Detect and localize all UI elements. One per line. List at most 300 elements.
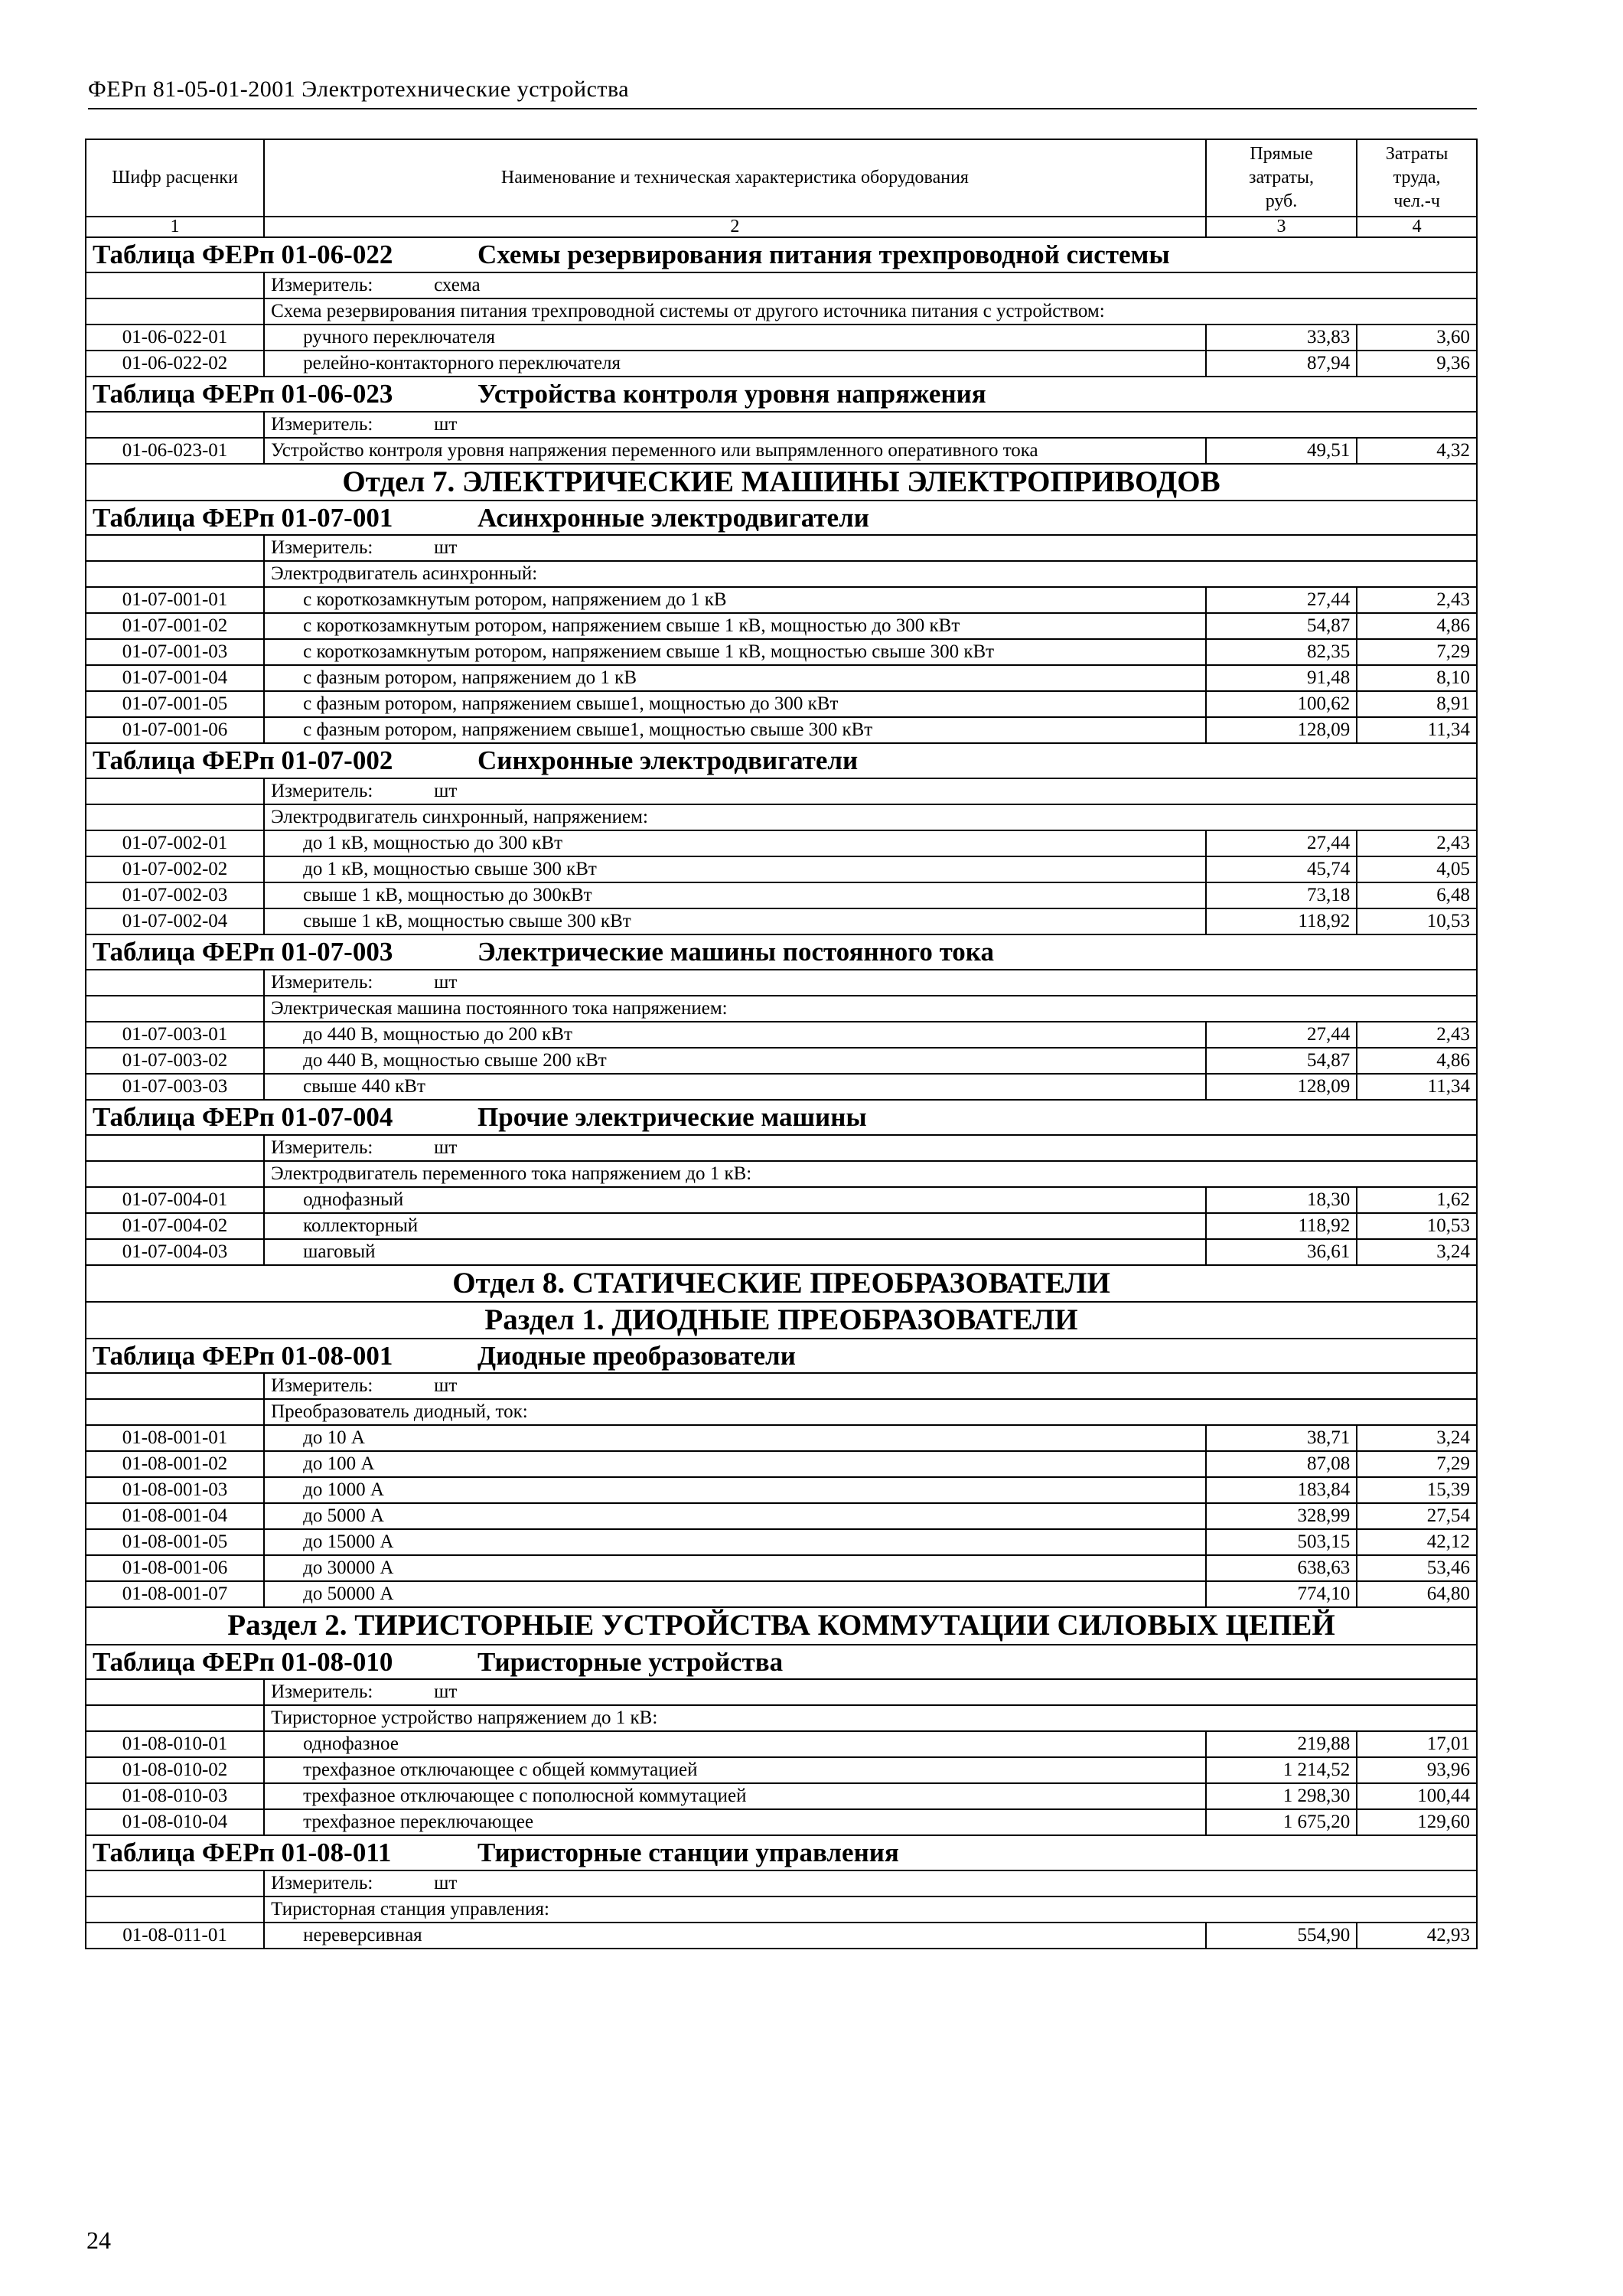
- table-row: [86, 717, 1477, 743]
- row-code: 01-07-004-02: [86, 1213, 264, 1239]
- group-text: Электродвигатель синхронный, напряжением:: [264, 804, 1477, 830]
- measure-row: [86, 1373, 1477, 1399]
- row-labor: 2,43: [1357, 830, 1477, 856]
- row-cost: 638,63: [1206, 1555, 1357, 1581]
- row-description: [264, 1529, 1206, 1555]
- blank-cell: [86, 1896, 264, 1923]
- measure-row: [86, 272, 1477, 298]
- row-description: [264, 882, 1206, 908]
- measure-cell: [264, 970, 1477, 996]
- row-labor: 8,91: [1357, 691, 1477, 717]
- row-description: [264, 1555, 1206, 1581]
- table-row: [86, 613, 1477, 639]
- measure-label: Измеритель:: [271, 1375, 373, 1397]
- row-description: [264, 351, 1206, 377]
- row-description: [264, 1074, 1206, 1100]
- page-header: ФЕРп 81-05-01-2001 Электротехнические устройства: [88, 77, 630, 102]
- measure-cell: [264, 778, 1477, 804]
- table-heading: [86, 1339, 1477, 1374]
- row-name: коллекторный: [303, 1215, 419, 1236]
- row-name: свыше 440 кВт: [303, 1075, 425, 1097]
- table-row: [86, 1809, 1477, 1835]
- row-labor: 53,46: [1357, 1555, 1477, 1581]
- measure-row: [86, 778, 1477, 804]
- measure-unit: схема: [434, 274, 481, 295]
- row-cost: 128,09: [1206, 717, 1357, 743]
- row-code: 01-07-001-06: [86, 717, 264, 743]
- measure-unit: шт: [434, 413, 458, 435]
- section-heading: Отдел 8. СТАТИЧЕСКИЕ ПРЕОБРАЗОВАТЕЛИ: [86, 1265, 1477, 1302]
- row-code: 01-06-023-01: [86, 438, 264, 464]
- header-rule: [88, 108, 1477, 109]
- table-row: [86, 1022, 1477, 1048]
- group-row: [86, 1399, 1477, 1425]
- blank-cell: [86, 970, 264, 996]
- measure-cell: [264, 535, 1477, 561]
- row-description: [264, 1923, 1206, 1949]
- group-row: [86, 996, 1477, 1022]
- row-description: [264, 1213, 1206, 1239]
- table-code: Таблица ФЕРп 01-08-010: [93, 1646, 393, 1677]
- price-table: [85, 139, 1478, 1949]
- row-labor: 2,43: [1357, 1022, 1477, 1048]
- row-cost: 27,44: [1206, 830, 1357, 856]
- table-row: [86, 1783, 1477, 1809]
- blank-cell: [86, 1705, 264, 1731]
- row-name: однофазный: [303, 1189, 404, 1210]
- row-code: 01-08-001-03: [86, 1477, 264, 1503]
- row-name: ручного переключателя: [303, 326, 496, 347]
- table-heading-row: [86, 237, 1477, 272]
- row-code: 01-08-001-02: [86, 1451, 264, 1477]
- column-header-row: [86, 139, 1477, 217]
- blank-cell: [86, 298, 264, 325]
- blank-cell: [86, 412, 264, 438]
- table-row: [86, 587, 1477, 613]
- row-cost: 118,92: [1206, 1213, 1357, 1239]
- table-heading: [86, 237, 1477, 272]
- table-row: [86, 1581, 1477, 1607]
- row-description: [264, 1187, 1206, 1213]
- table-code: Таблица ФЕРп 01-08-011: [93, 1838, 392, 1868]
- row-labor: 42,93: [1357, 1923, 1477, 1949]
- group-row: [86, 1896, 1477, 1923]
- row-code: 01-06-022-01: [86, 325, 264, 351]
- page-number: 24: [86, 2226, 111, 2254]
- row-cost: 118,92: [1206, 908, 1357, 934]
- row-description: [264, 1809, 1206, 1835]
- row-cost: 503,15: [1206, 1529, 1357, 1555]
- row-description: [264, 1048, 1206, 1074]
- section-heading: Раздел 2. ТИРИСТОРНЫЕ УСТРОЙСТВА КОММУТАЦИИ СИЛОВЫХ ЦЕПЕЙ: [86, 1607, 1477, 1644]
- row-cost: 54,87: [1206, 613, 1357, 639]
- row-description: [264, 1581, 1206, 1607]
- row-description: [264, 587, 1206, 613]
- group-row: [86, 298, 1477, 325]
- row-name: до 1 кВ, мощностью до 300 кВт: [303, 833, 563, 854]
- section-heading: Раздел 1. ДИОДНЫЕ ПРЕОБРАЗОВАТЕЛИ: [86, 1302, 1477, 1339]
- row-labor: 3,60: [1357, 325, 1477, 351]
- row-labor: 129,60: [1357, 1809, 1477, 1835]
- table-code: Таблица ФЕРп 01-07-003: [93, 937, 393, 967]
- table-heading: [86, 1100, 1477, 1135]
- row-name: до 10 А: [303, 1427, 365, 1449]
- row-cost: 554,90: [1206, 1923, 1357, 1949]
- table-row: [86, 665, 1477, 691]
- table-row: [86, 1757, 1477, 1783]
- table-title: Устройства контроля уровня напряжения: [477, 378, 986, 409]
- row-labor: 4,32: [1357, 438, 1477, 464]
- blank-cell: [86, 1679, 264, 1705]
- row-name: с короткозамкнутым ротором, напряжением свыше 1 кВ, мощностью до 300 кВт: [303, 615, 960, 637]
- row-cost: 38,71: [1206, 1425, 1357, 1451]
- row-labor: 9,36: [1357, 351, 1477, 377]
- group-row: [86, 804, 1477, 830]
- row-description: [264, 325, 1206, 351]
- section-heading-row: [86, 1607, 1477, 1644]
- row-labor: 10,53: [1357, 1213, 1477, 1239]
- row-labor: 4,86: [1357, 1048, 1477, 1074]
- row-description: [264, 691, 1206, 717]
- row-labor: 1,62: [1357, 1187, 1477, 1213]
- measure-row: [86, 412, 1477, 438]
- row-name: релейно-контакторного переключателя: [303, 352, 621, 373]
- row-labor: 15,39: [1357, 1477, 1477, 1503]
- row-labor: 27,54: [1357, 1503, 1477, 1529]
- row-code: 01-07-001-05: [86, 691, 264, 717]
- table-row: [86, 830, 1477, 856]
- row-description: [264, 1477, 1206, 1503]
- row-name: трехфазное отключающее с пополюсной коммутацией: [303, 1786, 747, 1807]
- measure-label: Измеритель:: [271, 537, 373, 559]
- table-title: Электрические машины постоянного тока: [477, 937, 994, 967]
- row-labor: 6,48: [1357, 882, 1477, 908]
- col-header-name: Наименование и техническая характеристика оборудования: [264, 139, 1206, 217]
- row-code: 01-08-010-04: [86, 1809, 264, 1835]
- blank-cell: [86, 1870, 264, 1896]
- measure-label: Измеритель:: [271, 781, 373, 802]
- table-heading-row: [86, 934, 1477, 970]
- row-description: [264, 1425, 1206, 1451]
- measure-cell: [264, 412, 1477, 438]
- row-cost: 183,84: [1206, 1477, 1357, 1503]
- row-name: Устройство контроля уровня напряжения переменного или выпрямленного оперативного тока: [271, 439, 1038, 461]
- row-labor: 11,34: [1357, 1074, 1477, 1100]
- col-number-2: 2: [264, 217, 1206, 237]
- table-row: [86, 1731, 1477, 1757]
- col-header-cost: Прямые затраты, руб.: [1206, 139, 1357, 217]
- row-cost: 774,10: [1206, 1581, 1357, 1607]
- measure-cell: [264, 1135, 1477, 1161]
- row-code: 01-08-010-01: [86, 1731, 264, 1757]
- table-row: [86, 438, 1477, 464]
- row-cost: 45,74: [1206, 856, 1357, 882]
- row-description: [264, 908, 1206, 934]
- row-name: до 440 В, мощностью свыше 200 кВт: [303, 1049, 607, 1071]
- row-code: 01-08-001-04: [86, 1503, 264, 1529]
- blank-cell: [86, 996, 264, 1022]
- table-row: [86, 1048, 1477, 1074]
- row-name: с короткозамкнутым ротором, напряжением до 1 кВ: [303, 589, 727, 611]
- row-code: 01-07-002-02: [86, 856, 264, 882]
- row-name: с фазным ротором, напряжением свыше1, мощностью свыше 300 кВт: [303, 719, 873, 741]
- row-cost: 27,44: [1206, 587, 1357, 613]
- row-name: однофазное: [303, 1733, 399, 1755]
- row-code: 01-08-001-07: [86, 1581, 264, 1607]
- row-cost: 1 298,30: [1206, 1783, 1357, 1809]
- section-heading: Отдел 7. ЭЛЕКТРИЧЕСКИЕ МАШИНЫ ЭЛЕКТРОПРИВОДОВ: [86, 464, 1477, 501]
- table-heading: [86, 743, 1477, 778]
- table-row: [86, 639, 1477, 665]
- table-row: [86, 1555, 1477, 1581]
- col-number-1: 1: [86, 217, 264, 237]
- row-code: 01-07-003-03: [86, 1074, 264, 1100]
- table-heading-row: [86, 1645, 1477, 1680]
- row-description: [264, 1503, 1206, 1529]
- table-row: [86, 1503, 1477, 1529]
- table-title: Прочие электрические машины: [477, 1101, 867, 1132]
- row-labor: 4,86: [1357, 613, 1477, 639]
- group-text: Схема резервирования питания трехпроводной системы от другого источника питания с устройством:: [264, 298, 1477, 325]
- row-name: до 440 В, мощностью до 200 кВт: [303, 1023, 572, 1045]
- row-name: до 5000 А: [303, 1505, 384, 1527]
- row-code: 01-07-001-03: [86, 639, 264, 665]
- table-code: Таблица ФЕРп 01-07-001: [93, 502, 393, 533]
- group-text: Электрическая машина постоянного тока напряжением:: [264, 996, 1477, 1022]
- section-heading-row: [86, 1265, 1477, 1302]
- table-row: [86, 1923, 1477, 1949]
- row-labor: 10,53: [1357, 908, 1477, 934]
- row-labor: 8,10: [1357, 665, 1477, 691]
- group-text: Электродвигатель асинхронный:: [264, 561, 1477, 587]
- row-labor: 7,29: [1357, 639, 1477, 665]
- row-description: [264, 665, 1206, 691]
- row-description: [264, 1731, 1206, 1757]
- measure-cell: [264, 1870, 1477, 1896]
- row-name: до 30000 А: [303, 1557, 394, 1579]
- row-labor: 42,12: [1357, 1529, 1477, 1555]
- blank-cell: [86, 1399, 264, 1425]
- row-labor: 3,24: [1357, 1239, 1477, 1265]
- row-labor: 100,44: [1357, 1783, 1477, 1809]
- row-name: до 50000 А: [303, 1583, 394, 1605]
- table-row: [86, 1425, 1477, 1451]
- row-description: [264, 1239, 1206, 1265]
- row-description: [264, 613, 1206, 639]
- table-code: Таблица ФЕРп 01-07-002: [93, 745, 393, 776]
- col-number-3: 3: [1206, 217, 1357, 237]
- measure-label: Измеритель:: [271, 1873, 373, 1893]
- table-row: [86, 908, 1477, 934]
- col-number-4: 4: [1357, 217, 1477, 237]
- blank-cell: [86, 1373, 264, 1399]
- row-name: до 15000 А: [303, 1531, 394, 1553]
- measure-label: Измеритель:: [271, 1137, 373, 1158]
- row-name: трехфазное переключающее: [303, 1812, 534, 1833]
- table-code: Таблица ФЕРп 01-06-023: [93, 378, 393, 409]
- row-name: с фазным ротором, напряжением до 1 кВ: [303, 667, 637, 689]
- row-description: [264, 1783, 1206, 1809]
- row-labor: 64,80: [1357, 1581, 1477, 1607]
- row-code: 01-08-010-02: [86, 1757, 264, 1783]
- row-code: 01-08-010-03: [86, 1783, 264, 1809]
- row-code: 01-07-001-02: [86, 613, 264, 639]
- table-heading-row: [86, 1339, 1477, 1374]
- row-cost: 91,48: [1206, 665, 1357, 691]
- row-code: 01-07-003-01: [86, 1022, 264, 1048]
- row-name: с короткозамкнутым ротором, напряжением свыше 1 кВ, мощностью свыше 300 кВт: [303, 641, 995, 663]
- row-description: [264, 1022, 1206, 1048]
- row-labor: 17,01: [1357, 1731, 1477, 1757]
- row-name: трехфазное отключающее с общей коммутацией: [303, 1760, 698, 1781]
- row-cost: 128,09: [1206, 1074, 1357, 1100]
- measure-unit: шт: [434, 537, 458, 559]
- row-code: 01-07-004-03: [86, 1239, 264, 1265]
- table-row: [86, 1213, 1477, 1239]
- row-labor: 3,24: [1357, 1425, 1477, 1451]
- row-description: [264, 1757, 1206, 1783]
- row-code: 01-07-004-01: [86, 1187, 264, 1213]
- group-row: [86, 1705, 1477, 1731]
- row-cost: 73,18: [1206, 882, 1357, 908]
- row-cost: 100,62: [1206, 691, 1357, 717]
- blank-cell: [86, 804, 264, 830]
- row-code: 01-07-002-03: [86, 882, 264, 908]
- row-code: 01-08-001-01: [86, 1425, 264, 1451]
- blank-cell: [86, 778, 264, 804]
- table-title: Тиристорные станции управления: [477, 1838, 899, 1868]
- table-code: Таблица ФЕРп 01-06-022: [93, 240, 393, 270]
- measure-row: [86, 970, 1477, 996]
- table-title: Синхронные электродвигатели: [477, 745, 859, 776]
- row-cost: 33,83: [1206, 325, 1357, 351]
- group-text: Электродвигатель переменного тока напряжением до 1 кВ:: [264, 1161, 1477, 1187]
- measure-label: Измеритель:: [271, 971, 373, 993]
- measure-unit: шт: [434, 971, 458, 993]
- row-cost: 27,44: [1206, 1022, 1357, 1048]
- table-row: [86, 1187, 1477, 1213]
- row-description: [264, 830, 1206, 856]
- row-cost: 18,30: [1206, 1187, 1357, 1213]
- table-heading: [86, 1835, 1477, 1870]
- group-row: [86, 1161, 1477, 1187]
- row-description: [264, 717, 1206, 743]
- table-row: [86, 1074, 1477, 1100]
- column-number-row: [86, 217, 1477, 237]
- table-title: Асинхронные электродвигатели: [477, 502, 869, 533]
- group-text: Тиристорная станция управления:: [264, 1896, 1477, 1923]
- table-row: [86, 1451, 1477, 1477]
- table-row: [86, 1239, 1477, 1265]
- table-heading-row: [86, 1100, 1477, 1135]
- table-heading: [86, 501, 1477, 536]
- row-cost: 49,51: [1206, 438, 1357, 464]
- row-cost: 219,88: [1206, 1731, 1357, 1757]
- section-heading-row: [86, 464, 1477, 501]
- table-row: [86, 1477, 1477, 1503]
- row-description: [264, 438, 1206, 464]
- row-code: 01-08-001-06: [86, 1555, 264, 1581]
- table-row: [86, 691, 1477, 717]
- row-name: до 1 кВ, мощностью свыше 300 кВт: [303, 859, 597, 880]
- row-name: шаговый: [303, 1241, 376, 1262]
- table-heading-row: [86, 1835, 1477, 1870]
- measure-unit: шт: [434, 781, 458, 802]
- row-code: 01-07-001-04: [86, 665, 264, 691]
- row-labor: 2,43: [1357, 587, 1477, 613]
- group-text: Тиристорное устройство напряжением до 1 кВ:: [264, 1705, 1477, 1731]
- row-cost: 328,99: [1206, 1503, 1357, 1529]
- measure-unit: шт: [434, 1375, 458, 1397]
- measure-cell: [264, 1373, 1477, 1399]
- row-name: до 100 А: [303, 1453, 375, 1475]
- row-code: 01-07-003-02: [86, 1048, 264, 1074]
- row-description: [264, 1451, 1206, 1477]
- measure-unit: шт: [434, 1137, 458, 1158]
- measure-unit: шт: [434, 1873, 458, 1893]
- col-header-labor: Затраты труда, чел.-ч: [1357, 139, 1477, 217]
- row-cost: 87,08: [1206, 1451, 1357, 1477]
- measure-cell: [264, 272, 1477, 298]
- row-name: свыше 1 кВ, мощностью до 300кВт: [303, 885, 592, 906]
- row-name: с фазным ротором, напряжением свыше1, мощностью до 300 кВт: [303, 693, 839, 715]
- col-header-code: Шифр расценки: [86, 139, 264, 217]
- blank-cell: [86, 1135, 264, 1161]
- measure-cell: [264, 1679, 1477, 1705]
- table-row: [86, 856, 1477, 882]
- row-labor: 93,96: [1357, 1757, 1477, 1783]
- row-cost: 82,35: [1206, 639, 1357, 665]
- table-heading: [86, 934, 1477, 970]
- row-cost: 36,61: [1206, 1239, 1357, 1265]
- table-heading: [86, 377, 1477, 412]
- row-cost: 87,94: [1206, 351, 1357, 377]
- blank-cell: [86, 535, 264, 561]
- measure-row: [86, 1679, 1477, 1705]
- row-labor: 11,34: [1357, 717, 1477, 743]
- blank-cell: [86, 561, 264, 587]
- row-code: 01-07-002-01: [86, 830, 264, 856]
- table-code: Таблица ФЕРп 01-07-004: [93, 1101, 393, 1132]
- row-cost: 1 214,52: [1206, 1757, 1357, 1783]
- row-description: [264, 639, 1206, 665]
- row-labor: 4,05: [1357, 856, 1477, 882]
- measure-row: [86, 1135, 1477, 1161]
- measure-row: [86, 1870, 1477, 1896]
- row-name: до 1000 А: [303, 1479, 384, 1501]
- measure-label: Измеритель:: [271, 274, 373, 295]
- table-row: [86, 351, 1477, 377]
- table-heading: [86, 1645, 1477, 1680]
- table-heading-row: [86, 501, 1477, 536]
- table-row: [86, 325, 1477, 351]
- table-title: Тиристорные устройства: [477, 1646, 784, 1677]
- measure-unit: шт: [434, 1681, 458, 1703]
- group-text: Преобразователь диодный, ток:: [264, 1399, 1477, 1425]
- row-code: 01-07-001-01: [86, 587, 264, 613]
- table-heading-row: [86, 377, 1477, 412]
- row-labor: 7,29: [1357, 1451, 1477, 1477]
- row-cost: 1 675,20: [1206, 1809, 1357, 1835]
- table-code: Таблица ФЕРп 01-08-001: [93, 1340, 393, 1371]
- table-title: Схемы резервирования питания трехпроводной системы: [477, 240, 1170, 270]
- blank-cell: [86, 1161, 264, 1187]
- measure-row: [86, 535, 1477, 561]
- blank-cell: [86, 272, 264, 298]
- row-code: 01-06-022-02: [86, 351, 264, 377]
- table-row: [86, 1529, 1477, 1555]
- table-heading-row: [86, 743, 1477, 778]
